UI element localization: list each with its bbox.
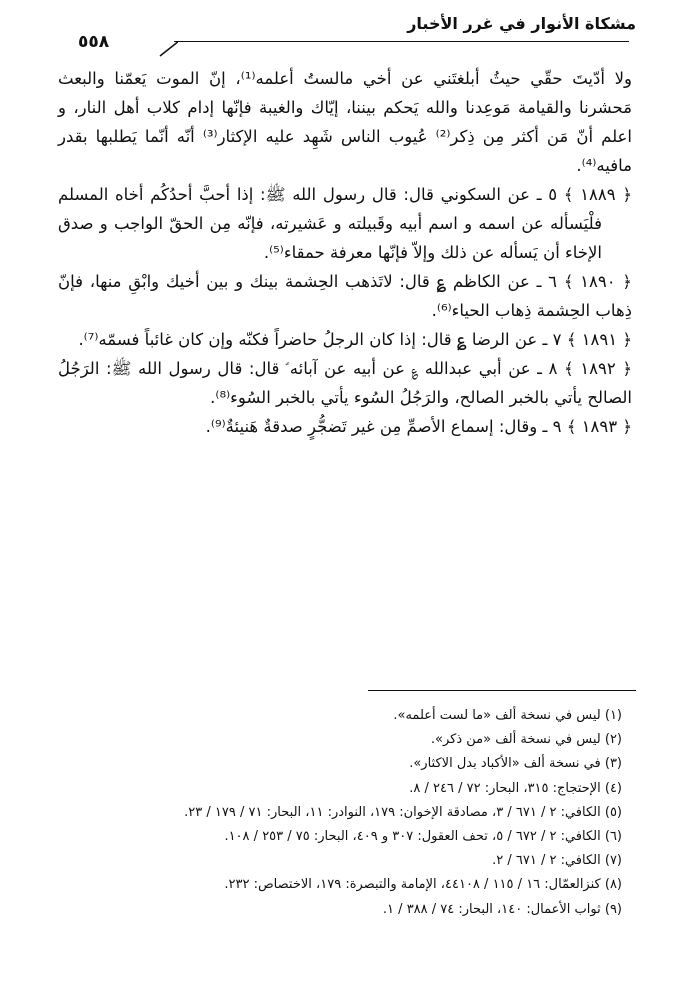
footnote-separator	[368, 690, 636, 691]
footnote-9: (٩) ثواب الأعمال: ١٤٠، البحار: ٧٤ / ٣٨٨ / ١.	[382, 901, 622, 917]
paragraph-continuation: ولا أدّيتَ حقّي حيثُ أبلغتَني عن أخي مالستُ أعلمه⁽¹⁾، إنّ الموت يَعمّنا والبعث مَحشرنا والقيامة مَوعِدنا والله يَحكم بيننا، إيّاك والغيبة فإنّها إدام كلاب أهل النار، و اعلم أنّ مَن أكثر مِن ذِكر⁽²⁾ عُيوب الناس شَهِد عليه الإكثار⁽³⁾ أنّه أنّما يَطلبها بقدر مافيه⁽⁴⁾.	[58, 69, 633, 175]
footnote-1: (١) ليس في نسخة ألف «ما لست أعلمه».	[393, 708, 622, 723]
main-text	[58, 64, 632, 441]
header-rule	[174, 41, 629, 42]
header-rule-corner	[158, 41, 178, 57]
footnote-3: (٣) في نسخة ألف «الأكباد بدل الاكثار».	[409, 756, 622, 772]
hadith-1891: ﴿ ١٨٩١ ﴾ ٧ ـ عن الرضا ؏ قال: إذا كان الرجلُ حاضراً فكنّه وإن كان غائباً فسمّه⁽⁷⁾.	[78, 330, 632, 349]
running-title: مشكاة الأنوار في غرر الأخبار	[407, 14, 636, 33]
hadith-1893: ﴿ ١٨٩٣ ﴾ ٩ ـ وقال: إسماع الأصمِّ مِن غير تَضجُّرٍ صدقةٌ هَنيئةٌ⁽⁹⁾.	[205, 417, 632, 436]
footnotes	[62, 704, 622, 922]
footnote-6: (٦) الكافي: ٢ / ٦٧٢ / ٥، تحف العقول: ٣٠٧ و ٤٠٩، البحار: ٧٥ / ٢٥٣ / ١٠٨.	[224, 829, 622, 845]
hadith-1892: ﴿ ١٨٩٢ ﴾ ٨ ـ عن أبي عبدالله ؏ عن أبيه عن آبائه ؑ قال: قال رسول الله ﷺ: الرَجُلُ الصالح يأتي بالخبر الصالح، والرَجُلُ السُوء يأتي بالخبر السُوء⁽⁸⁾.	[58, 359, 632, 407]
footnote-5: (٥) الكافي: ٢ / ٦٧١ / ٣، مصادقة الإخوان: ١٧٩، النوادر: ١١، البحار: ٧١ / ١٧٩ / ٢٣.	[184, 804, 622, 820]
page-number: ٥٥٨	[78, 32, 110, 52]
footnote-4: (٤) الإحتجاج: ٣١٥، البحار: ٧٢ / ٢٤٦ / ٨.	[409, 780, 622, 796]
hadith-1889	[58, 180, 632, 267]
hadith-1890: ﴿ ١٨٩٠ ﴾ ٦ ـ عن الكاظم ؏ قال: لاتَذهب الحِشمة بينك و بين أخيك وابْقِ منها، فإنّ ذِهاب الحِشمة ذِهاب الحياء⁽⁶⁾.	[58, 272, 632, 320]
footnote-7: (٧) الكافي: ٢ / ٦٧١ / ٢.	[492, 853, 622, 869]
hadith-1889-text: ﴿ ١٨٨٩ ﴾ ٥ ـ عن السكوني قال: قال رسول الله ﷺ: إذا أحبَّ أحدُكُم أخاه المسلم فلْيَسأله عن اسمه و اسم أبيه وقَبيلته و عَشيرته، فإنّه مِن الحقّ الواجب و صدق الإخاء أن يَسأله عن ذلك وإلاّ فإنّها معرفة حمقاء⁽⁵⁾.	[58, 185, 632, 262]
footnote-8: (٨) كنزالعمّال: ١٦ / ١١٥ / ٤٤١٠٨، الإمامة والتبصرة: ١٧٩، الاختصاص: ٢٣٢.	[224, 877, 622, 893]
footnote-2: (٢) ليس في نسخة ألف «من ذكر».	[430, 732, 622, 748]
